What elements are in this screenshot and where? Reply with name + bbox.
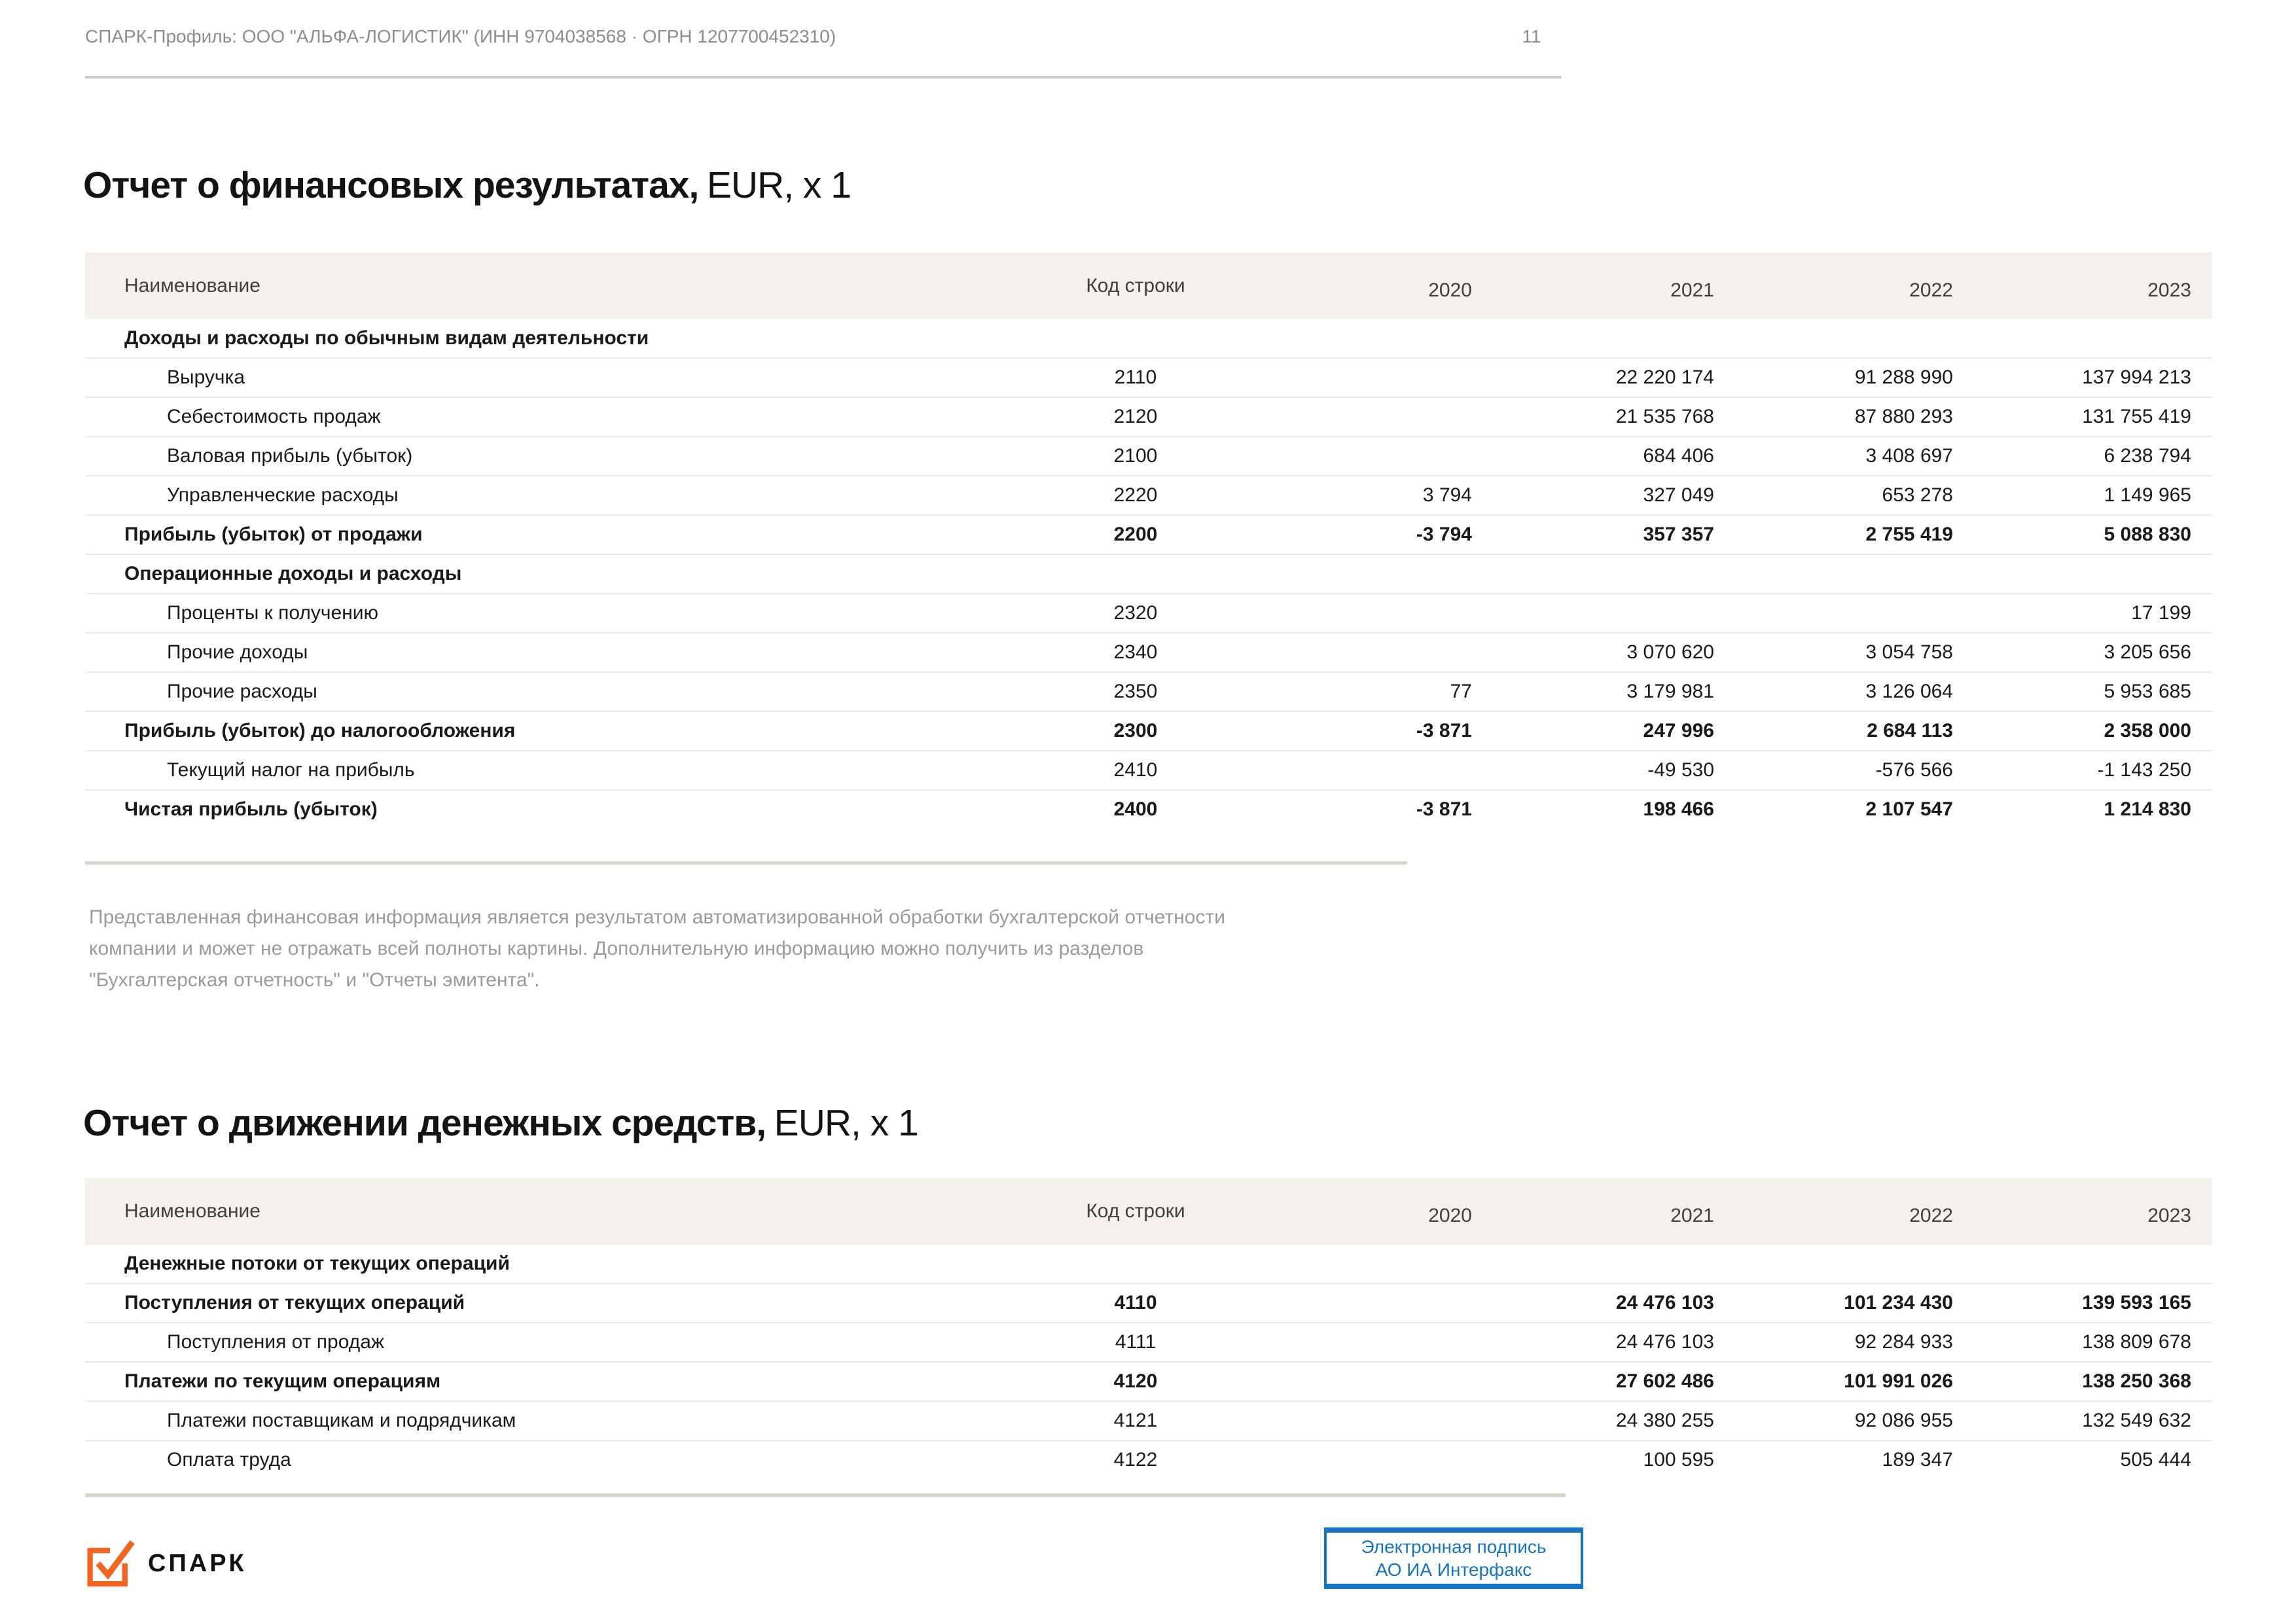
row-code <box>1041 1245 1230 1283</box>
row-value: 92 086 955 <box>1715 1401 1954 1440</box>
spark-logo-text: СПАРК <box>148 1549 247 1577</box>
row-value <box>1230 1245 1473 1283</box>
row-value <box>1473 554 1715 594</box>
page-number: 11 <box>1522 26 1541 46</box>
row-value <box>1230 358 1473 397</box>
signature-line-1: Электронная подпись <box>1361 1537 1547 1557</box>
row-value <box>1715 554 1954 594</box>
section-title-bold: Отчет о финансовых результатах, <box>83 164 699 206</box>
row-value <box>1473 594 1715 633</box>
table-row <box>85 319 2212 358</box>
section-title-units: EUR, x 1 <box>774 1102 918 1144</box>
row-value: 1 149 965 <box>1954 476 2212 515</box>
column-header-name: Наименование <box>124 1200 260 1222</box>
row-value: 189 347 <box>1715 1440 1954 1479</box>
row-value: 101 234 430 <box>1715 1283 1954 1323</box>
row-label: Оплата труда <box>85 1440 1041 1479</box>
row-label: Прочие расходы <box>85 672 1041 711</box>
row-code: 4120 <box>1041 1362 1230 1401</box>
row-value <box>1230 594 1473 633</box>
row-value: 77 <box>1230 672 1473 711</box>
table-row <box>85 515 2212 554</box>
row-value: 198 466 <box>1473 790 1715 829</box>
row-value: 24 380 255 <box>1473 1401 1715 1440</box>
table-row <box>85 1245 2212 1283</box>
row-value <box>1230 1440 1473 1479</box>
signature-line-2: АО ИА Интерфакс <box>1375 1560 1532 1580</box>
row-code: 4110 <box>1041 1283 1230 1323</box>
row-value <box>1473 1245 1715 1283</box>
row-value: 139 593 165 <box>1954 1283 2212 1323</box>
row-value <box>1230 319 1473 358</box>
electronic-signature-box <box>1324 1527 1583 1589</box>
row-value: -576 566 <box>1715 751 1954 790</box>
row-value: -49 530 <box>1473 751 1715 790</box>
column-header-year-2021: 2021 <box>1670 279 1714 301</box>
section-title-financial-results <box>83 164 851 207</box>
row-value: 24 476 103 <box>1473 1283 1715 1323</box>
row-label: Прибыль (убыток) от продажи <box>85 515 1041 554</box>
row-code: 4122 <box>1041 1440 1230 1479</box>
row-value: 24 476 103 <box>1473 1323 1715 1362</box>
row-value: -3 871 <box>1230 790 1473 829</box>
table-row <box>85 594 2212 633</box>
row-value: 138 250 368 <box>1954 1362 2212 1401</box>
row-value: 138 809 678 <box>1954 1323 2212 1362</box>
row-value: 6 238 794 <box>1954 437 2212 476</box>
row-code: 4121 <box>1041 1401 1230 1440</box>
table-row <box>85 672 2212 711</box>
row-value: 3 408 697 <box>1715 437 1954 476</box>
row-value: 653 278 <box>1715 476 1954 515</box>
row-value <box>1230 554 1473 594</box>
row-value: 357 357 <box>1473 515 1715 554</box>
table-row <box>85 1323 2212 1362</box>
row-value: 2 755 419 <box>1715 515 1954 554</box>
table-row <box>85 554 2212 594</box>
column-header-year-2023: 2023 <box>2147 1204 2191 1226</box>
row-value: 100 595 <box>1473 1440 1715 1479</box>
row-label: Валовая прибыль (убыток) <box>85 437 1041 476</box>
financial-results-table <box>85 253 2212 829</box>
table-row <box>85 358 2212 397</box>
cash-flow-table <box>85 1178 2212 1479</box>
row-value: 87 880 293 <box>1715 397 1954 437</box>
column-header-year-2023: 2023 <box>2147 279 2191 301</box>
row-label: Управленческие расходы <box>85 476 1041 515</box>
row-value: 3 070 620 <box>1473 633 1715 672</box>
row-label: Себестоимость продаж <box>85 397 1041 437</box>
row-code: 4111 <box>1041 1323 1230 1362</box>
row-code: 2200 <box>1041 515 1230 554</box>
row-code: 2100 <box>1041 437 1230 476</box>
row-value <box>1954 1245 2212 1283</box>
row-value: -3 794 <box>1230 515 1473 554</box>
table-row <box>85 1440 2212 1479</box>
row-value <box>1230 1362 1473 1401</box>
row-value <box>1715 319 1954 358</box>
row-value: 3 179 981 <box>1473 672 1715 711</box>
row-value: 92 284 933 <box>1715 1323 1954 1362</box>
row-value: 101 991 026 <box>1715 1362 1954 1401</box>
row-code: 2300 <box>1041 711 1230 751</box>
disclaimer-line: Представленная финансовая информация является результатом автоматизированной обработки бухгалтерской отчетности <box>89 906 1225 928</box>
row-value: 3 054 758 <box>1715 633 1954 672</box>
row-code: 2220 <box>1041 476 1230 515</box>
row-label: Чистая прибыль (убыток) <box>85 790 1041 829</box>
row-code <box>1041 319 1230 358</box>
row-value: 2 107 547 <box>1715 790 1954 829</box>
column-header-code: Код строки <box>1086 275 1185 296</box>
row-label: Поступления от продаж <box>85 1323 1041 1362</box>
row-value: 22 220 174 <box>1473 358 1715 397</box>
disclaimer-line: компании и может не отражать всей полноты картины. Дополнительную информацию можно получить из разделов <box>89 938 1144 959</box>
document-header-title: СПАРК-Профиль: ООО "АЛЬФА-ЛОГИСТИК" (ИНН 9704038568 · ОГРН 1207700452310) <box>85 26 836 46</box>
table-row <box>85 437 2212 476</box>
table-row <box>85 790 2212 829</box>
row-value: 3 205 656 <box>1954 633 2212 672</box>
row-value: 132 549 632 <box>1954 1401 2212 1440</box>
row-value: 5 088 830 <box>1954 515 2212 554</box>
section-title-cash-flow <box>83 1101 918 1145</box>
spark-logo <box>85 1538 247 1589</box>
row-value <box>1230 437 1473 476</box>
row-value: 1 214 830 <box>1954 790 2212 829</box>
row-label: Прибыль (убыток) до налогообложения <box>85 711 1041 751</box>
disclaimer-text <box>89 902 1437 996</box>
row-label: Денежные потоки от текущих операций <box>124 1253 510 1274</box>
row-value: 2 358 000 <box>1954 711 2212 751</box>
row-value <box>1715 594 1954 633</box>
row-label: Прочие доходы <box>85 633 1041 672</box>
table-row <box>85 1283 2212 1323</box>
row-label: Платежи поставщикам и подрядчикам <box>85 1401 1041 1440</box>
row-value <box>1230 1323 1473 1362</box>
row-code: 2120 <box>1041 397 1230 437</box>
row-value <box>1230 633 1473 672</box>
header-divider <box>85 76 1562 79</box>
disclaimer-line: "Бухгалтерская отчетность" и "Отчеты эмитента". <box>89 969 540 991</box>
table-row <box>85 711 2212 751</box>
column-header-year-2022: 2022 <box>1909 1204 1953 1226</box>
row-value <box>1473 319 1715 358</box>
row-value <box>1230 1401 1473 1440</box>
row-label: Проценты к получению <box>85 594 1041 633</box>
row-value: 27 602 486 <box>1473 1362 1715 1401</box>
row-value: 91 288 990 <box>1715 358 1954 397</box>
row-value <box>1230 397 1473 437</box>
row-code: 2340 <box>1041 633 1230 672</box>
column-header-year-2020: 2020 <box>1428 1204 1472 1226</box>
row-code: 2320 <box>1041 594 1230 633</box>
row-value: 684 406 <box>1473 437 1715 476</box>
column-header-name: Наименование <box>124 275 260 296</box>
table-row <box>85 751 2212 790</box>
row-value: 21 535 768 <box>1473 397 1715 437</box>
column-header-year-2022: 2022 <box>1909 279 1953 301</box>
table-row <box>85 633 2212 672</box>
row-value: -1 143 250 <box>1954 751 2212 790</box>
table-footer-divider <box>85 861 1407 865</box>
row-label: Операционные доходы и расходы <box>85 554 1041 594</box>
row-value: 17 199 <box>1954 594 2212 633</box>
row-value: -3 871 <box>1230 711 1473 751</box>
row-value: 505 444 <box>1954 1440 2212 1479</box>
row-label: Платежи по текущим операциям <box>85 1362 1041 1401</box>
table-header-row <box>85 253 2212 319</box>
row-code: 2350 <box>1041 672 1230 711</box>
column-header-code: Код строки <box>1086 1200 1185 1222</box>
bottom-divider <box>85 1493 1566 1497</box>
row-value <box>1715 1245 1954 1283</box>
column-header-year-2021: 2021 <box>1670 1204 1714 1226</box>
row-label: Поступления от текущих операций <box>85 1283 1041 1323</box>
table-row <box>85 1401 2212 1440</box>
row-label: Текущий налог на прибыль <box>85 751 1041 790</box>
row-value: 2 684 113 <box>1715 711 1954 751</box>
row-value: 5 953 685 <box>1954 672 2212 711</box>
table-row <box>85 397 2212 437</box>
section-title-bold: Отчет о движении денежных средств, <box>83 1102 766 1144</box>
row-label: Выручка <box>85 358 1041 397</box>
row-label: Доходы и расходы по обычным видам деятельности <box>124 327 649 349</box>
row-code: 2110 <box>1041 358 1230 397</box>
spark-checkmark-icon <box>85 1539 135 1588</box>
row-value <box>1954 554 2212 594</box>
row-code <box>1041 554 1230 594</box>
row-value: 137 994 213 <box>1954 358 2212 397</box>
row-code: 2400 <box>1041 790 1230 829</box>
column-header-year-2020: 2020 <box>1428 279 1472 301</box>
row-value <box>1230 1283 1473 1323</box>
row-code: 2410 <box>1041 751 1230 790</box>
row-value: 3 794 <box>1230 476 1473 515</box>
table-row <box>85 1362 2212 1401</box>
row-value: 131 755 419 <box>1954 397 2212 437</box>
row-value <box>1954 319 2212 358</box>
row-value: 247 996 <box>1473 711 1715 751</box>
row-value <box>1230 751 1473 790</box>
table-header-row <box>85 1178 2212 1245</box>
row-value: 327 049 <box>1473 476 1715 515</box>
row-value: 3 126 064 <box>1715 672 1954 711</box>
section-title-units: EUR, x 1 <box>706 164 851 206</box>
table-row <box>85 476 2212 515</box>
